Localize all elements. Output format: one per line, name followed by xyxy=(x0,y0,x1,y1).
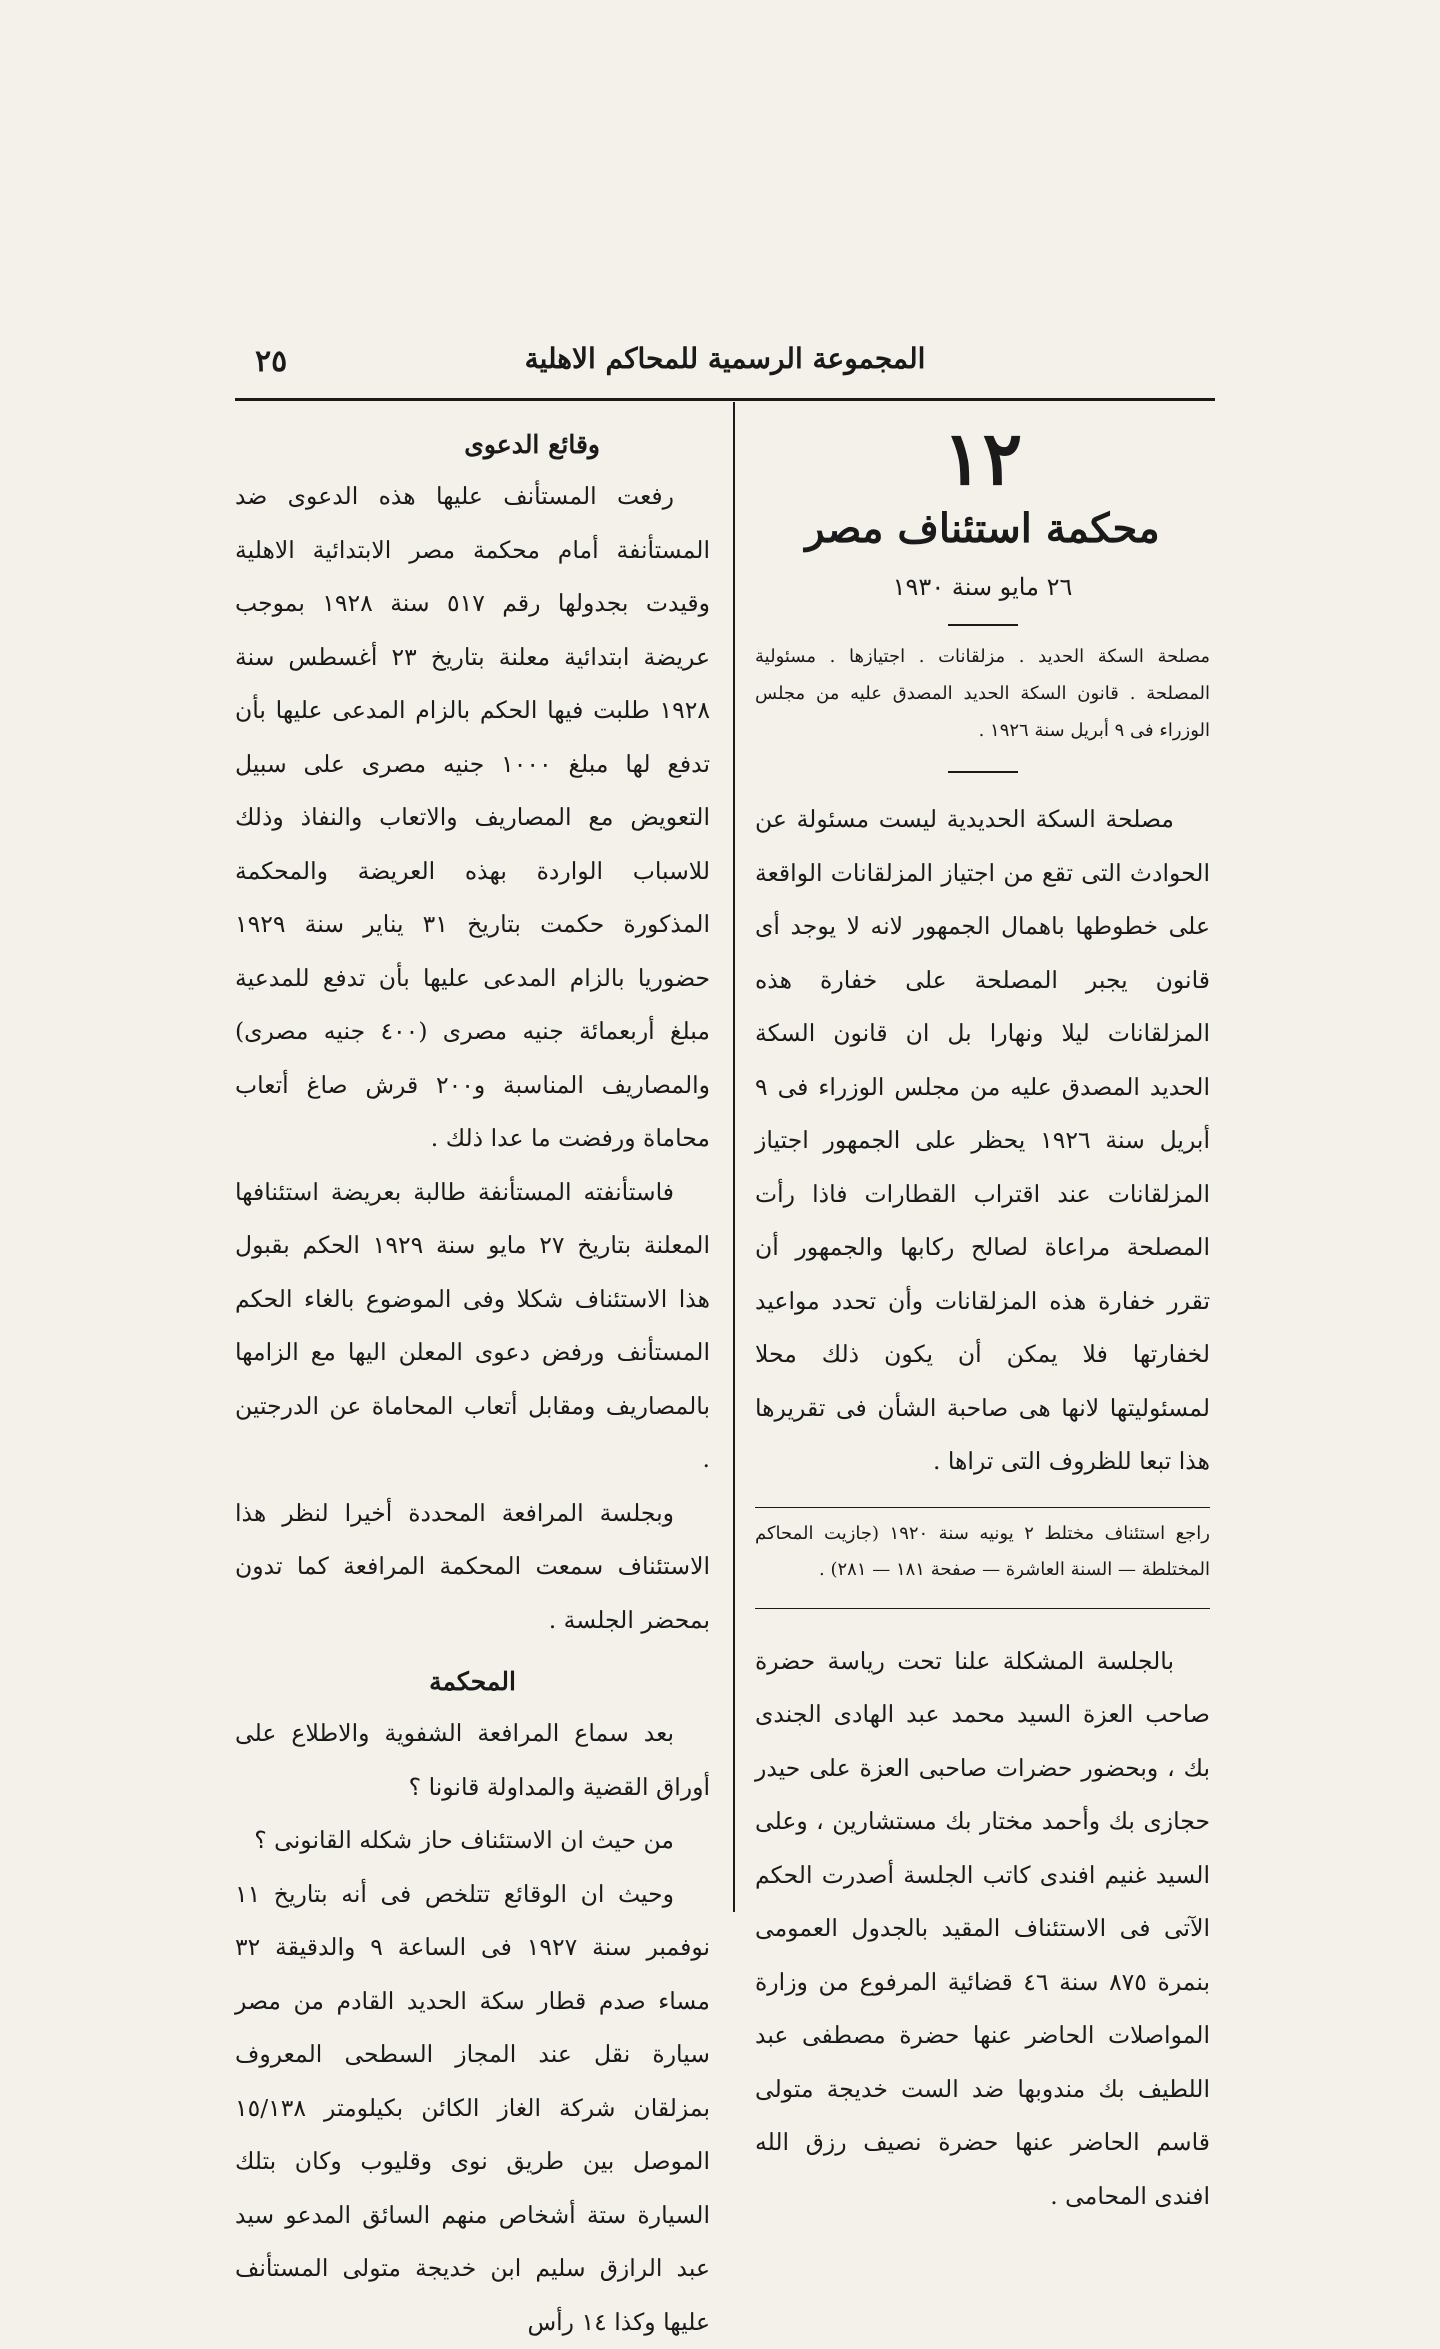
court-heading: المحكمة xyxy=(235,1657,710,1707)
journal-title: المجموعة الرسمية للمحاكم الاهلية xyxy=(235,342,1215,375)
court-name: محكمة استئناف مصر xyxy=(755,498,1210,560)
court-paragraph-3: وحيث ان الوقائع تتلخص فى أنه بتاريخ ١١ نوفمبر سنة ١٩٢٧ فى الساعة ٩ والدقيقة ٣٢ مساء صدم قطار سكة الحديد القادم من مصر سيارة نقل عند المجاز السطحى المعروف بمزلقان شركة الغاز الكائن بكيلومتر ١٥/١٣٨ الموصل بين طريق نوى وقليوب وكان بتلك السيارة ستة أشخاص منهم السائق المدعو سيد عبد الرازق سليم ابن خديجة متولى المستأنف عليها وكذا ١٤ رأس xyxy=(235,1868,710,2349)
court-paragraph-2: من حيث ان الاستئناف حاز شكله القانونى ؟ xyxy=(235,1814,710,1868)
reference-rule-bottom xyxy=(755,1608,1210,1609)
legal-principle: مصلحة السكة الحديدية ليست مسئولة عن الحوادث التى تقع من اجتياز المزلقانات الواقعة على خطوطها باهمال الجمهور لانه لا يوجد أى قانون يجبر المصلحة على خفارة هذه المزلقانات ليلا ونهارا بل ان قانون السكة الحديد المصدق عليه من مجلس الوزراء فى ٩ أبريل سنة ١٩٢٦ يحظر على الجمهور اجتياز المزلقانات عند اقتراب القطارات فاذا رأت المصلحة مراعاة لصالح ركابها والجمهور أن تقرر خفارة هذه المزلقانات وأن تحدد مواعيد لخفارتها فلا يمكن أن يكون ذلك محلا لمسئوليتها لانها هى صاحبة الشأن فى تقريرها هذا تبعا للظروف التى تراها . xyxy=(755,793,1210,1489)
reference-rule xyxy=(755,1507,1210,1508)
court-paragraph-1: بعد سماع المرافعة الشفوية والاطلاع على أوراق القضية والمداولة قانونا ؟ xyxy=(235,1707,710,1814)
date-rule xyxy=(948,624,1018,626)
case-number: ١٢ xyxy=(755,420,1210,498)
column-divider xyxy=(733,402,735,1912)
judgment-date: ٢٦ مايو سنة ١٩٣٠ xyxy=(755,560,1210,614)
left-column xyxy=(235,420,710,2349)
facts-paragraph-3: وبجلسة المرافعة المحددة أخيرا لنظر هذا الاستئناف سمعت المحكمة المرافعة كما تدون بمحضر الجلسة . xyxy=(235,1487,710,1648)
reference-note: راجع استئناف مختلط ٢ يونيه سنة ١٩٢٠ (جازيت المحاكم المختلطة — السنة العاشرة — صفحة ١٨١ — ٢٨١) . xyxy=(755,1516,1210,1588)
facts-paragraph-1: رفعت المستأنف عليها هذه الدعوى ضد المستأنفة أمام محكمة مصر الابتدائية الاهلية وقيدت بجدولها رقم ٥١٧ سنة ١٩٢٨ بموجب عريضة ابتدائية معلنة بتاريخ ٢٣ أغسطس سنة ١٩٢٨ طلبت فيها الحكم بالزام المدعى عليها بأن تدفع لها مبلغ ١٠٠٠ جنيه مصرى على سبيل التعويض مع المصاريف والاتعاب والنفاذ وذلك للاسباب الواردة بهذه العريضة والمحكمة المذكورة حكمت بتاريخ ٣١ يناير سنة ١٩٢٩ حضوريا بالزام المدعى عليها بأن تدفع للمدعية مبلغ أربعمائة جنيه مصرى (٤٠٠ جنيه مصرى) والمصاريف المناسبة و٢٠٠ قرش صاغ أتعاب محاماة ورفضت ما عدا ذلك . xyxy=(235,470,710,1166)
right-column xyxy=(755,420,1210,2223)
session-paragraph: بالجلسة المشكلة علنا تحت رياسة حضرة صاحب العزة السيد محمد عبد الهادى الجندى بك ، وبحضور حضرات صاحبى العزة على حيدر حجازى بك وأحمد مختار بك مستشارين ، وعلى السيد غنيم افندى كاتب الجلسة أصدرت الحكم الآتى فى الاستئناف المقيد بالجدول العمومى بنمرة ٨٧٥ سنة ٤٦ قضائية المرفوع من وزارة المواصلات الحاضر عنها حضرة مصطفى عبد اللطيف بك مندوبها ضد الست خديجة متولى قاسم الحاضر عنها حضرة نصيف رزق الله افندى المحامى . xyxy=(755,1635,1210,2224)
facts-paragraph-2: فاستأنفته المستأنفة طالبة بعريضة استئنافها المعلنة بتاريخ ٢٧ مايو سنة ١٩٢٩ الحكم بقبول هذا الاستئناف شكلا وفى الموضوع بالغاء الحكم المستأنف ورفض دعوى المعلن اليها مع الزامها بالمصاريف ومقابل أتعاب المحاماة عن الدرجتين . xyxy=(235,1166,710,1487)
headnote: مصلحة السكة الحديد . مزلقانات . اجتيازها . مسئولية المصلحة . قانون السكة الحديد المصدق عليه من مجلس الوزراء فى ٩ أبريل سنة ١٩٢٦ . xyxy=(755,638,1210,749)
headnote-rule xyxy=(948,771,1018,773)
header-rule xyxy=(235,398,1215,401)
page-number: ٢٥ xyxy=(255,344,287,379)
spacer xyxy=(235,1647,710,1657)
running-head xyxy=(235,338,1215,394)
facts-heading: وقائع الدعوى xyxy=(235,420,710,470)
